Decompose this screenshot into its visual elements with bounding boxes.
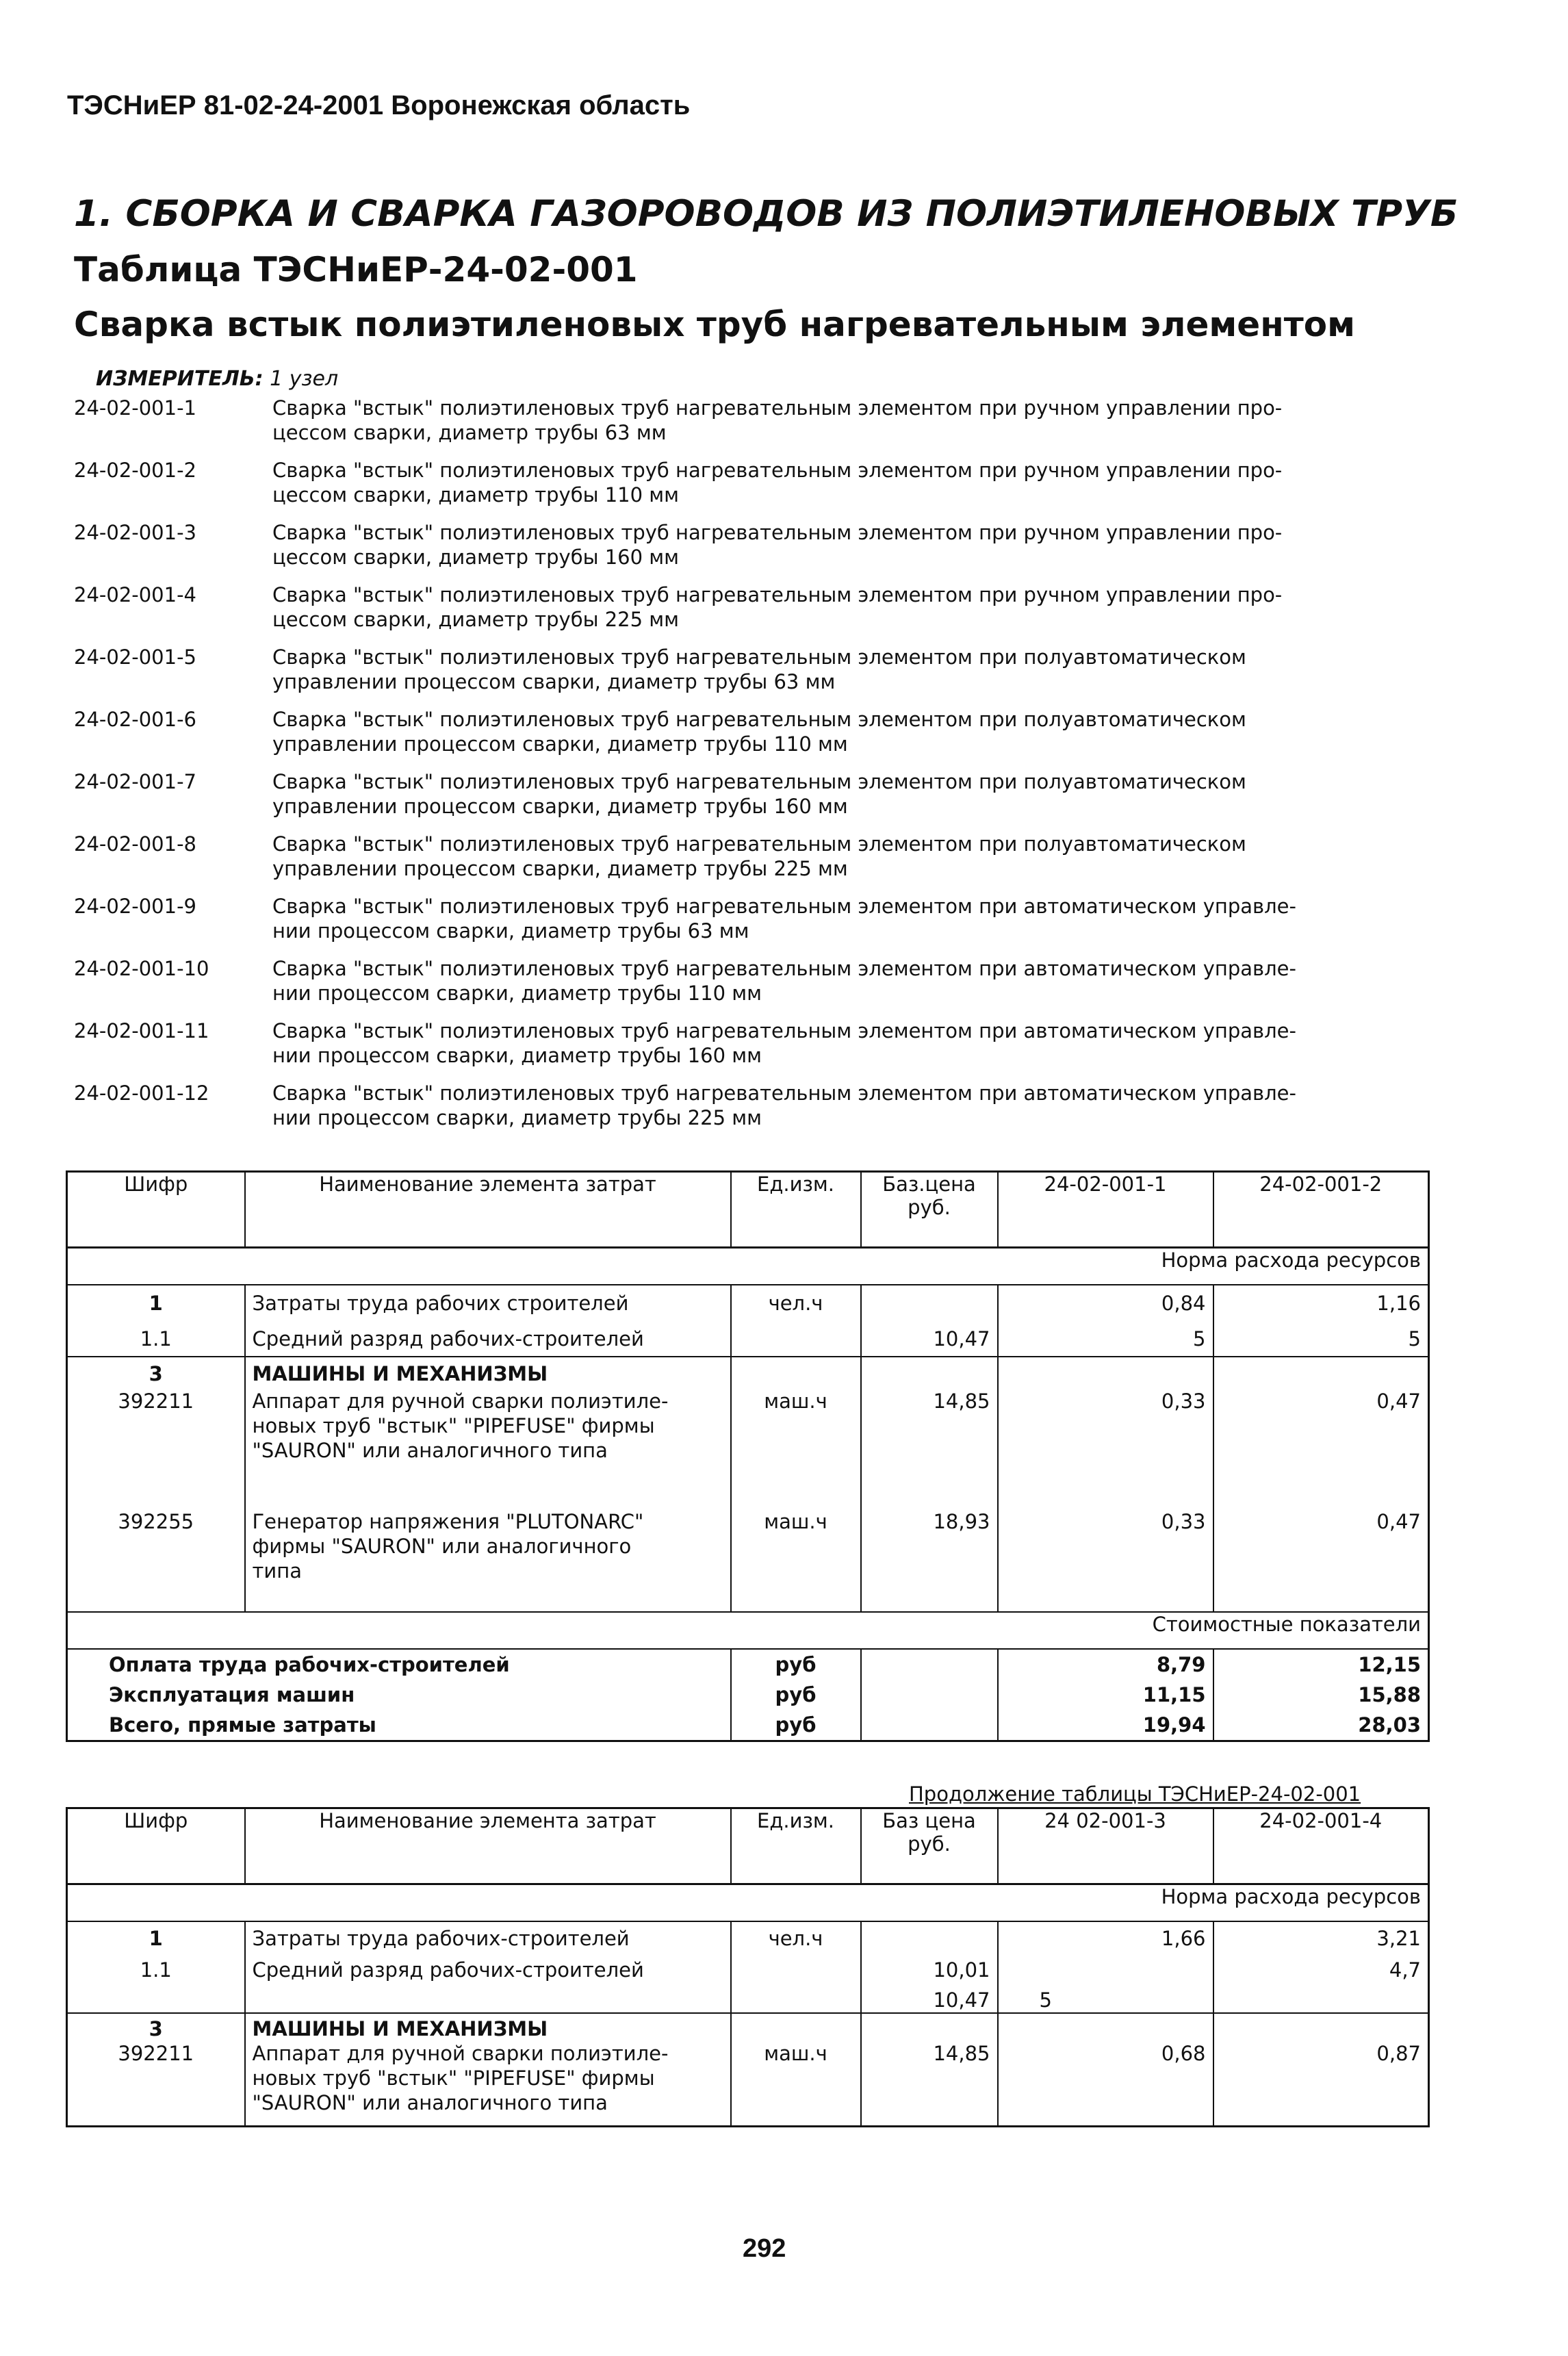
table-row [67, 1982, 1429, 2013]
header-code: Шифр [67, 1808, 245, 1884]
item-desc-line: управлении процессом сварки, диаметр трубы 160 мм [272, 795, 848, 818]
row-code [67, 1982, 245, 2013]
header-name: Наименование элемента затрат [245, 1808, 731, 1884]
row-name-line: типа [252, 1559, 302, 1583]
table-row [67, 1316, 1429, 1357]
row-value-2 [1213, 2013, 1429, 2041]
continuation-note: Продолжение таблицы ТЭСНиЕР-24-02-001 [909, 1782, 1361, 1806]
item-desc-line: цессом сварки, диаметр трубы 63 мм [272, 421, 667, 444]
row-name: МАШИНЫ И МЕХАНИЗМЫ [245, 2013, 731, 2041]
item-desc-line: Сварка "встык" полиэтиленовых труб нагревательным элементом при ручном управлении про- [272, 459, 1283, 482]
document-header: ТЭСНиЕР 81-02-24-2001 Воронежская область [67, 90, 691, 120]
row-unit: маш.ч [731, 1509, 861, 1612]
meter-line [96, 367, 338, 391]
row-value-2: 4,7 [1389, 1958, 1421, 1982]
norm-band-row [67, 1248, 1429, 1285]
resource-table-1 [66, 1170, 1430, 1742]
item-desc-line: нии процессом сварки, диаметр трубы 160 мм [272, 1044, 762, 1067]
total-price [861, 1710, 998, 1741]
row-code: 1.1 [67, 1316, 245, 1357]
list-item [74, 1019, 1443, 1081]
list-item [74, 520, 1443, 582]
table-subtitle: Сварка встык полиэтиленовых труб нагревательным элементом [74, 305, 1355, 344]
row-name: Средний разряд рабочих-строителей [245, 1316, 731, 1357]
item-description [272, 832, 1436, 894]
total-price [861, 1680, 998, 1710]
item-description [272, 645, 1436, 707]
row-value-2: 0,47 [1376, 1510, 1421, 1533]
item-description [272, 769, 1436, 832]
row-value-1: 5 [998, 1316, 1213, 1357]
item-desc-line: управлении процессом сварки, диаметр трубы 225 мм [272, 857, 848, 880]
item-desc-line: нии процессом сварки, диаметр трубы 225 мм [272, 1106, 762, 1129]
row-price [861, 1921, 998, 1951]
row-value-1: 0,84 [998, 1285, 1213, 1316]
row-name [245, 1509, 731, 1612]
row-name: Затраты труда рабочих строителей [245, 1285, 731, 1316]
item-code: 24-02-001-3 [74, 521, 196, 544]
header-unit: Ед.изм. [731, 1808, 861, 1884]
list-item [74, 645, 1443, 707]
row-price: 10,01 [861, 1951, 998, 1982]
item-desc-line: цессом сварки, диаметр трубы 160 мм [272, 546, 680, 569]
item-code: 24-02-001-7 [74, 770, 196, 793]
norm-band-row [67, 1884, 1429, 1922]
row-price [861, 1357, 998, 1386]
item-description [272, 707, 1436, 769]
row-value-2: 5 [1408, 1327, 1421, 1350]
table-header-row [67, 1808, 1429, 1884]
row-name-line: Аппарат для ручной сварки полиэтиле- [252, 2042, 669, 2065]
row-name [245, 1386, 731, 1509]
item-desc-line: Сварка "встык" полиэтиленовых труб нагревательным элементом при полуавтоматическом [272, 708, 1246, 731]
list-item [74, 894, 1443, 956]
row-price [861, 1285, 998, 1316]
table-row [67, 1509, 1429, 1612]
row-code: 392255 [67, 1509, 245, 1612]
total-unit: руб [731, 1649, 861, 1680]
table-row [67, 2013, 1429, 2041]
item-desc-line: Сварка "встык" полиэтиленовых труб нагревательным элементом при полуавтоматическом [272, 832, 1246, 856]
total-unit: руб [731, 1710, 861, 1741]
total-value-1: 8,79 [998, 1649, 1213, 1680]
row-unit: маш.ч [731, 1386, 861, 1509]
total-price [861, 1649, 998, 1680]
item-code: 24-02-001-1 [74, 396, 196, 420]
header-price-line: Баз цена [882, 1809, 976, 1832]
list-item [74, 1081, 1443, 1143]
row-name-line: Аппарат для ручной сварки полиэтиле- [252, 1390, 669, 1413]
row-code: 392211 [67, 2041, 245, 2126]
header-col2: 24-02-001-2 [1213, 1172, 1429, 1248]
row-unit [731, 1982, 861, 2013]
row-value-2: 0,87 [1376, 2042, 1421, 2065]
row-name [245, 2041, 731, 2126]
table-title: Таблица ТЭСНиЕР-24-02-001 [74, 250, 638, 290]
item-desc-line: нии процессом сварки, диаметр трубы 63 мм [272, 919, 749, 943]
row-code: 392211 [67, 1386, 245, 1509]
totals-row [67, 1680, 1429, 1710]
row-unit: маш.ч [731, 2041, 861, 2126]
norm-label: Норма расхода ресурсов [67, 1884, 1429, 1922]
row-value-1: 0,33 [998, 1386, 1213, 1509]
item-description [272, 520, 1436, 582]
header-price [861, 1172, 998, 1248]
page-number: 292 [743, 2234, 786, 2263]
row-value-1: 0,68 [998, 2041, 1213, 2126]
row-name-line: новых труб "встык" "PIPEFUSE" фирмы [252, 2066, 655, 2090]
header-col1: 24 02-001-3 [998, 1808, 1213, 1884]
item-description [272, 582, 1436, 645]
row-code: 1 [67, 1285, 245, 1316]
list-item [74, 956, 1443, 1019]
item-list [74, 396, 1443, 1143]
item-desc-line: Сварка "встык" полиэтиленовых труб нагревательным элементом при автоматическом управле- [272, 1019, 1296, 1042]
row-unit: чел.ч [731, 1285, 861, 1316]
row-unit [731, 2013, 861, 2041]
item-desc-line: Сварка "встык" полиэтиленовых труб нагревательным элементом при ручном управлении про- [272, 396, 1283, 420]
row-value-1: 1,66 [998, 1921, 1213, 1951]
row-value-2: 3,21 [1376, 1927, 1421, 1950]
item-code: 24-02-001-12 [74, 1081, 209, 1105]
item-desc-line: цессом сварки, диаметр трубы 110 мм [272, 483, 680, 507]
row-price: 10,47 [861, 1316, 998, 1357]
row-name: Средний разряд рабочих-строителей [245, 1951, 731, 1982]
item-desc-line: Сварка "встык" полиэтиленовых труб нагревательным элементом при ручном управлении про- [272, 521, 1283, 544]
item-code: 24-02-001-4 [74, 583, 196, 606]
item-description [272, 894, 1436, 956]
row-value-1 [998, 1951, 1213, 1982]
list-item [74, 582, 1443, 645]
list-item [74, 832, 1443, 894]
header-name: Наименование элемента затрат [245, 1172, 731, 1248]
header-code: Шифр [67, 1172, 245, 1248]
total-value-1: 11,15 [998, 1680, 1213, 1710]
row-value-2: 1,16 [1376, 1292, 1421, 1315]
table-row [67, 1386, 1429, 1509]
total-value-2: 12,15 [1358, 1653, 1421, 1676]
item-desc-line: Сварка "встык" полиэтиленовых труб нагревательным элементом при полуавтоматическом [272, 770, 1246, 793]
row-name-line: новых труб "встык" "PIPEFUSE" фирмы [252, 1414, 655, 1437]
row-price [861, 2013, 998, 2041]
row-code: 3 [67, 2013, 245, 2041]
total-name: Эксплуатация машин [109, 1683, 355, 1706]
header-price-line: Баз.цена [882, 1173, 976, 1196]
row-name-line: "SAURON" или аналогичного типа [252, 2091, 608, 2114]
item-desc-line: цессом сварки, диаметр трубы 225 мм [272, 608, 680, 631]
row-price: 10,47 [861, 1982, 998, 2013]
row-name: Затраты труда рабочих-строителей [245, 1921, 731, 1951]
row-code: 1 [67, 1921, 245, 1951]
header-unit: Ед.изм. [731, 1172, 861, 1248]
item-description [272, 396, 1436, 458]
row-name-line: фирмы "SAURON" или аналогичного [252, 1535, 632, 1558]
row-unit [731, 1316, 861, 1357]
list-item [74, 396, 1443, 458]
resource-table-2 [66, 1807, 1430, 2127]
total-value-2: 28,03 [1358, 1713, 1421, 1737]
item-description [272, 458, 1436, 520]
table-row [67, 1951, 1429, 1982]
row-value-1: 0,33 [998, 1509, 1213, 1612]
row-value-1 [998, 2013, 1213, 2041]
item-code: 24-02-001-6 [74, 708, 196, 731]
cost-label: Стоимостные показатели [67, 1612, 1429, 1649]
row-name: МАШИНЫ И МЕХАНИЗМЫ [245, 1357, 731, 1386]
row-name [245, 1982, 731, 2013]
item-description [272, 1081, 1436, 1143]
item-desc-line: управлении процессом сварки, диаметр трубы 110 мм [272, 732, 848, 756]
item-code: 24-02-001-11 [74, 1019, 209, 1042]
item-code: 24-02-001-8 [74, 832, 196, 856]
row-name-line: Генератор напряжения "PLUTONARC" [252, 1510, 644, 1533]
row-value-2: 0,47 [1376, 1390, 1421, 1413]
item-description [272, 1019, 1436, 1081]
row-value-1 [998, 1357, 1213, 1386]
item-code: 24-02-001-5 [74, 645, 196, 669]
row-code: 1.1 [67, 1951, 245, 1982]
item-code: 24-02-001-10 [74, 957, 209, 980]
table-row [67, 1285, 1429, 1316]
totals-row [67, 1649, 1429, 1680]
item-code: 24-02-001-2 [74, 459, 196, 482]
row-price: 14,85 [861, 1386, 998, 1509]
total-name: Оплата труда рабочих-строителей [109, 1653, 510, 1676]
item-desc-line: нии процессом сварки, диаметр трубы 110 мм [272, 982, 762, 1005]
row-unit: чел.ч [731, 1921, 861, 1951]
total-unit: руб [731, 1680, 861, 1710]
row-value-1: 5 [998, 1982, 1213, 2013]
table-header-row [67, 1172, 1429, 1248]
table-row [67, 1921, 1429, 1951]
list-item [74, 707, 1443, 769]
list-item [74, 458, 1443, 520]
row-price: 18,93 [861, 1509, 998, 1612]
cost-band-row [67, 1612, 1429, 1649]
row-price: 14,85 [861, 2041, 998, 2126]
section-title: 1. СБОРКА И СВАРКА ГАЗОРОВОДОВ ИЗ ПОЛИЭТИЛЕНОВЫХ ТРУБ [74, 193, 1458, 235]
row-unit [731, 1951, 861, 1982]
header-price-line: руб. [908, 1196, 951, 1219]
row-value-2 [1213, 1982, 1429, 2013]
row-name-line: "SAURON" или аналогичного типа [252, 1439, 608, 1462]
row-unit [731, 1357, 861, 1386]
row-value-2 [1213, 1357, 1429, 1386]
header-col1: 24-02-001-1 [998, 1172, 1213, 1248]
item-desc-line: управлении процессом сварки, диаметр трубы 63 мм [272, 670, 836, 693]
total-name: Всего, прямые затраты [109, 1713, 376, 1737]
item-description [272, 956, 1436, 1019]
norm-label: Норма расхода ресурсов [67, 1248, 1429, 1285]
total-value-2: 15,88 [1358, 1683, 1421, 1706]
item-desc-line: Сварка "встык" полиэтиленовых труб нагревательным элементом при ручном управлении про- [272, 583, 1283, 606]
header-price-line: руб. [908, 1832, 951, 1856]
list-item [74, 769, 1443, 832]
row-code: 3 [67, 1357, 245, 1386]
item-desc-line: Сварка "встык" полиэтиленовых труб нагревательным элементом при автоматическом управле- [272, 957, 1296, 980]
totals-row [67, 1710, 1429, 1741]
header-col2: 24-02-001-4 [1213, 1808, 1429, 1884]
table-row [67, 2041, 1429, 2126]
item-desc-line: Сварка "встык" полиэтиленовых труб нагревательным элементом при полуавтоматическом [272, 645, 1246, 669]
total-value-1: 19,94 [998, 1710, 1213, 1741]
meter-value: 1 узел [270, 367, 339, 391]
item-desc-line: Сварка "встык" полиэтиленовых труб нагревательным элементом при автоматическом управле- [272, 1081, 1296, 1105]
table-row [67, 1357, 1429, 1386]
item-desc-line: Сварка "встык" полиэтиленовых труб нагревательным элементом при автоматическом управле- [272, 895, 1296, 918]
header-price [861, 1808, 998, 1884]
item-code: 24-02-001-9 [74, 895, 196, 918]
meter-label: ИЗМЕРИТЕЛЬ: [96, 367, 264, 391]
